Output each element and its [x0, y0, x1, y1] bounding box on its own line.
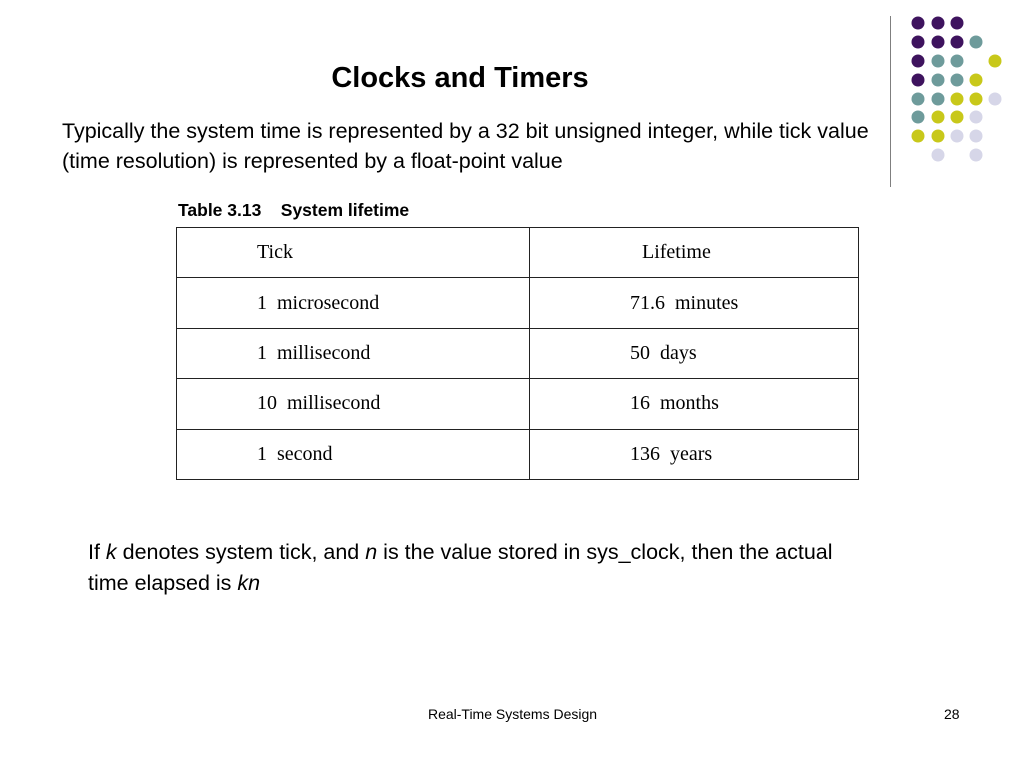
dot [932, 74, 945, 87]
dot [951, 93, 964, 106]
lifetime-cell: 16 months [530, 379, 859, 429]
table-row [177, 379, 859, 429]
footer-text: Real-Time Systems Design [427, 706, 598, 722]
dot [970, 130, 983, 143]
dot [912, 74, 925, 87]
dot [932, 111, 945, 124]
note-text: is the value stored in sys_clock, then the actual time elapsed is [88, 540, 833, 595]
tick-cell: 10 millisecond [177, 379, 530, 429]
dot [912, 130, 925, 143]
lifetime-cell: 136 years [530, 429, 859, 479]
dot [912, 93, 925, 106]
dot [951, 111, 964, 124]
dot [932, 149, 945, 162]
dot [970, 93, 983, 106]
note-text: denotes system tick, and [116, 540, 366, 564]
intro-text: Typically the system time is represented by a 32 bit unsigned integer, while tick value (time resolution) is represented by a float-point value [62, 119, 869, 173]
var-kn: kn [237, 571, 261, 595]
var-n: n [365, 540, 378, 564]
dots-yellow [912, 55, 1002, 143]
dot [932, 93, 945, 106]
dot [932, 130, 945, 143]
lifetime-cell: 50 days [530, 328, 859, 378]
dot [912, 17, 925, 30]
column-header-tick: Tick [177, 228, 530, 278]
dot [970, 74, 983, 87]
dot [970, 36, 983, 49]
dot [932, 17, 945, 30]
dot [970, 149, 983, 162]
divider-line [890, 16, 891, 187]
column-header-lifetime: Lifetime [530, 228, 859, 278]
dot [932, 36, 945, 49]
table-caption: Table 3.13 System lifetime [178, 200, 410, 220]
dot [951, 36, 964, 49]
elapsed-time-note [88, 537, 878, 599]
slide-title: Clocks and Timers [331, 62, 589, 94]
dot [932, 55, 945, 68]
table-header-row [177, 228, 859, 278]
var-k: k [105, 540, 117, 564]
dot [951, 74, 964, 87]
dot [912, 111, 925, 124]
dot [989, 93, 1002, 106]
note-text: If [88, 540, 106, 564]
table-row [177, 278, 859, 328]
page-number: 28 [944, 706, 960, 722]
dot [912, 55, 925, 68]
dot [989, 55, 1002, 68]
tick-cell: 1 second [177, 429, 530, 479]
dot [912, 36, 925, 49]
dot [951, 130, 964, 143]
tick-cell: 1 millisecond [177, 328, 530, 378]
dot [951, 17, 964, 30]
dot [951, 55, 964, 68]
table-row [177, 328, 859, 378]
lifetime-cell: 71.6 minutes [530, 278, 859, 328]
table-row [177, 429, 859, 479]
system-lifetime-table [176, 227, 859, 480]
dot [970, 111, 983, 124]
tick-cell: 1 microsecond [177, 278, 530, 328]
